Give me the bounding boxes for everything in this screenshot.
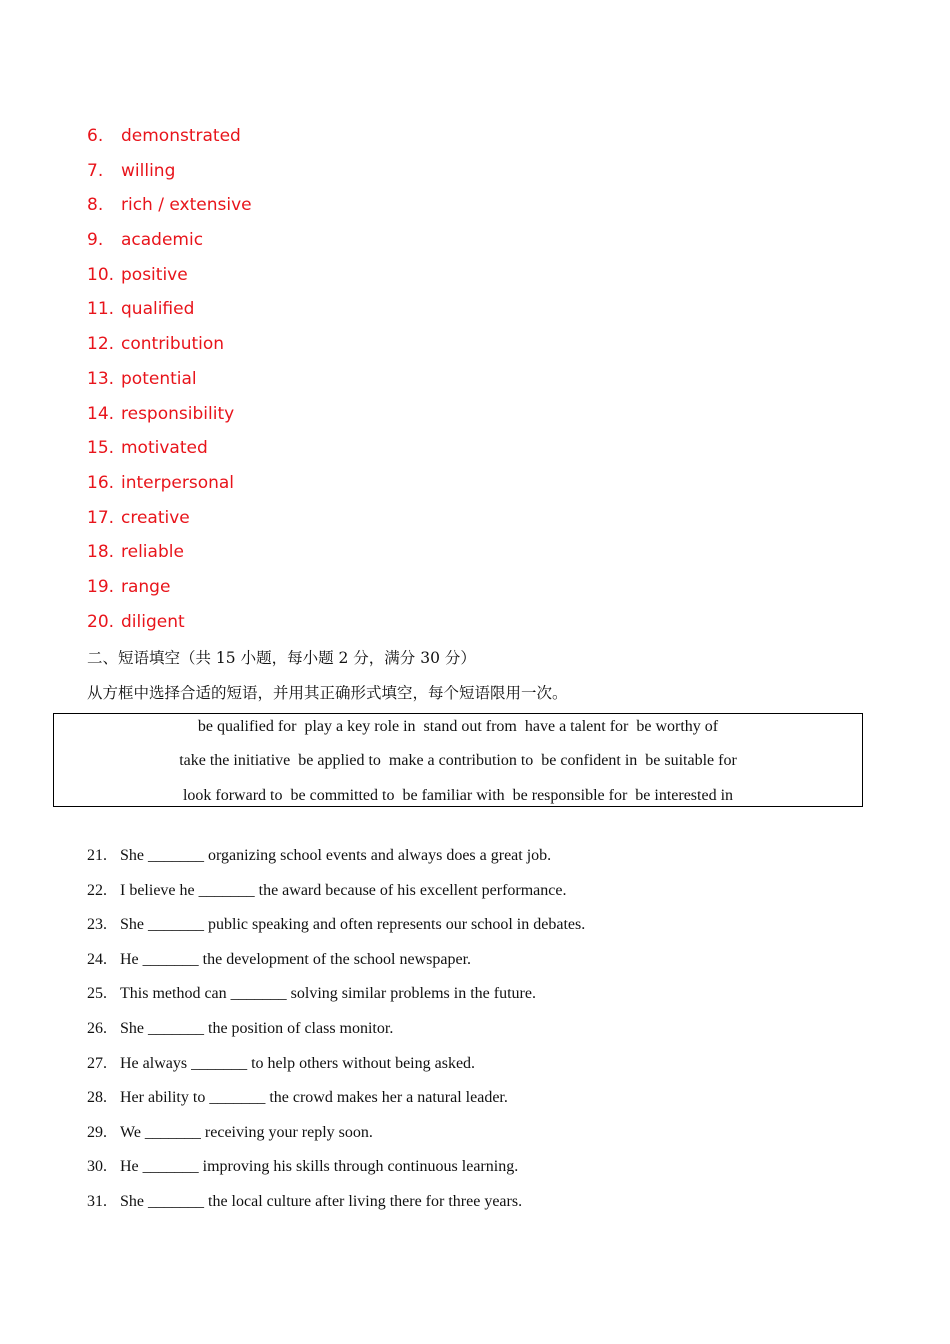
question-text: Her ability to _______ the crowd makes her a natural leader.	[120, 1089, 508, 1107]
question-item	[87, 845, 585, 880]
answer-number: 11.	[87, 299, 115, 320]
question-list	[87, 845, 585, 1226]
answer-text: demonstrated	[121, 126, 241, 146]
section-heading: 二、短语填空（共 15 小题，每小题 2 分，满分 30 分）	[87, 649, 476, 667]
answer-item	[87, 471, 252, 506]
answer-text: diligent	[121, 611, 185, 632]
answer-number: 19.	[87, 576, 115, 597]
question-item	[87, 880, 585, 915]
phrase-row: take the initiative be applied to make a contribution to be confident in be suitable for	[179, 752, 737, 769]
answer-text: potential	[121, 368, 197, 389]
answer-text: motivated	[121, 438, 208, 459]
section-instruction: 从方框中选择合适的短语，并用其正确形式填空，每个短语限用一次。	[87, 684, 568, 702]
answer-number: 15.	[87, 438, 115, 459]
answer-text: contribution	[121, 334, 225, 355]
answer-text: interpersonal	[121, 472, 235, 493]
answer-item	[87, 402, 252, 437]
question-number: 21.	[87, 847, 107, 864]
answer-number: 9.	[87, 230, 104, 251]
answer-number: 13.	[87, 368, 115, 389]
question-text: She _______ the local culture after living there for three years.	[120, 1192, 523, 1210]
question-item	[87, 1191, 585, 1226]
question-number: 22.	[87, 881, 107, 899]
answer-item	[87, 575, 252, 610]
answer-item	[87, 540, 252, 575]
question-item	[87, 949, 585, 984]
answer-text: positive	[121, 264, 188, 285]
question-item	[87, 1018, 585, 1053]
answer-item	[87, 228, 252, 263]
answer-number: 16.	[87, 472, 115, 493]
answer-number: 14.	[87, 403, 115, 424]
question-number: 28.	[87, 1089, 107, 1107]
answer-list	[87, 124, 252, 644]
question-text: This method can _______ solving similar problems in the future.	[120, 985, 536, 1003]
question-item	[87, 1087, 585, 1122]
question-text: He _______ the development of the school newspaper.	[120, 950, 472, 968]
question-text: He _______ improving his skills through continuous learning.	[120, 1158, 519, 1176]
question-number: 24.	[87, 950, 107, 968]
question-text: He always _______ to help others without being asked.	[120, 1054, 476, 1072]
phrase-box	[53, 713, 863, 807]
phrase-row: be qualified for play a key role in stand out from have a talent for be worthy of	[197, 718, 719, 735]
question-item	[87, 1122, 585, 1157]
answer-text: reliable	[121, 542, 184, 563]
question-item	[87, 1156, 585, 1191]
answer-text: willing	[121, 160, 176, 181]
answer-item	[87, 263, 252, 298]
question-item	[87, 983, 585, 1018]
answer-item	[87, 193, 252, 228]
question-text: She _______ organizing school events and always does a great job.	[120, 847, 552, 864]
question-number: 30.	[87, 1158, 107, 1176]
answer-item	[87, 436, 252, 471]
answer-number: 12.	[87, 334, 115, 355]
answer-number: 20.	[87, 611, 115, 632]
question-number: 27.	[87, 1054, 107, 1072]
answer-item	[87, 124, 252, 159]
question-text: She _______ the position of class monitor.	[120, 1019, 394, 1037]
answer-text: range	[121, 576, 171, 597]
answer-text: academic	[121, 230, 204, 251]
answer-item	[87, 297, 252, 332]
answer-text: responsibility	[121, 403, 235, 424]
phrase-row: look forward to be committed to be familiar with be responsible for be interested in	[182, 787, 734, 804]
answer-number: 10.	[87, 264, 115, 285]
answer-item	[87, 159, 252, 194]
question-number: 23.	[87, 916, 107, 934]
answer-item	[87, 367, 252, 402]
answer-item	[87, 332, 252, 367]
answer-number: 6.	[87, 126, 104, 146]
answer-item	[87, 506, 252, 541]
question-item	[87, 1053, 585, 1088]
answer-item	[87, 610, 252, 645]
question-number: 25.	[87, 985, 107, 1003]
answer-number: 7.	[87, 160, 104, 181]
question-item	[87, 914, 585, 949]
question-text: I believe he _______ the award because of his excellent performance.	[120, 881, 567, 899]
question-text: We _______ receiving your reply soon.	[120, 1123, 373, 1141]
answer-text: qualified	[121, 299, 195, 320]
question-number: 29.	[87, 1123, 107, 1141]
answer-number: 8.	[87, 195, 104, 216]
question-number: 26.	[87, 1019, 107, 1037]
answer-number: 17.	[87, 507, 115, 528]
question-text: She _______ public speaking and often represents our school in debates.	[120, 916, 586, 934]
question-number: 31.	[87, 1192, 107, 1210]
answer-text: rich / extensive	[121, 195, 252, 216]
answer-number: 18.	[87, 542, 115, 563]
answer-text: creative	[121, 507, 190, 528]
